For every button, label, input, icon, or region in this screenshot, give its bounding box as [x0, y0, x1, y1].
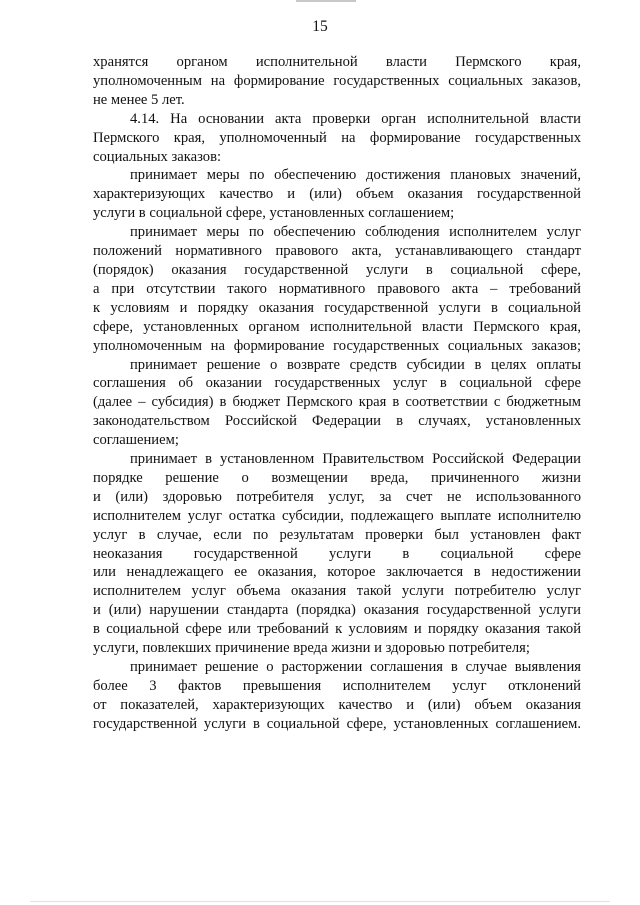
text-line: принимает в установленном Правительством Российской Федерации [130, 451, 581, 468]
scan-edge-line [30, 901, 610, 902]
text-line: или ненадлежащего ее оказания, которое заключается в недостижении [93, 564, 581, 581]
scan-artifact [296, 0, 356, 2]
text-line: принимает меры по обеспечению соблюдения исполнителем услуг [130, 224, 581, 241]
text-line: порядке решение о возмещении вреда, причиненного жизни [93, 469, 581, 486]
text-line: уполномоченным на формирование государственных социальных заказов, [93, 72, 581, 89]
text-line: не менее 5 лет. [93, 91, 185, 108]
text-line: принимает решение о возврате средств субсидии в целях оплаты [130, 356, 581, 373]
text-line: от показателей, характеризующих качество и (или) объем оказания [93, 696, 581, 713]
text-line: услуги, повлекших причинение вреда жизни и здоровью потребителя; [93, 640, 530, 657]
text-line: сфере, установленных органом исполнительной власти Пермского края, [93, 318, 581, 335]
text-line: и (или) нарушении стандарта (порядка) оказания государственной услуги [93, 602, 581, 619]
text-line: принимает меры по обеспечению достижения плановых значений, [130, 167, 581, 184]
text-line: услуги в социальной сфере, установленных соглашением; [93, 205, 455, 222]
text-line: к условиям и порядку оказания государственной услуги в социальной [93, 299, 581, 316]
text-line: социальных заказов: [93, 148, 222, 165]
text-line: (далее – субсидия) в бюджет Пермского края в соответствии с бюджетным [93, 394, 581, 411]
text-line: соглашением; [93, 432, 179, 449]
text-line: 4.14. На основании акта проверки орган исполнительной власти [130, 110, 581, 127]
text-line: (порядок) оказания государственной услуги в социальной сфере, [93, 261, 581, 278]
text-line: и (или) здоровью потребителя услуг, за счет не использованного [93, 488, 581, 505]
text-line: соглашения об оказании государственных услуг в социальной сфере [93, 375, 581, 392]
body-text [93, 53, 581, 734]
text-line: уполномоченным на формирование государственных социальных заказов; [93, 337, 581, 354]
text-line: а при отсутствии такого нормативного правового акта – требований [93, 280, 581, 297]
page-number: 15 [312, 18, 328, 35]
text-line: хранятся органом исполнительной власти Пермского края, [93, 54, 581, 70]
text-line: законодательством Российской Федерации в случаях, установленных [93, 413, 581, 430]
text-line: положений нормативного правового акта, устанавливающего стандарт [93, 243, 581, 260]
text-line: исполнителем услуг объема оказания такой услуги потребителю услуг [93, 583, 581, 600]
text-line: в социальной сфере или требований к условиям и порядку оказания такой [93, 621, 581, 638]
text-line: неоказания государственной услуги в социальной сфере [93, 545, 581, 562]
text-line: услуг в случае, если по результатам проверки был установлен факт [93, 526, 581, 543]
text-line: более 3 фактов превышения исполнителем услуг отклонений [93, 677, 581, 694]
text-line: Пермского края, уполномоченный на формирование государственных [93, 129, 581, 146]
text-line: принимает решение о расторжении соглашения в случае выявления [130, 659, 581, 675]
text-line: государственной услуги в социальной сфере, установленных соглашением. [93, 715, 581, 732]
text-line: исполнителем услуг остатка субсидии, подлежащего выплате исполнителю [93, 507, 581, 524]
text-line: характеризующих качество и (или) объем оказания государственной [93, 186, 581, 203]
